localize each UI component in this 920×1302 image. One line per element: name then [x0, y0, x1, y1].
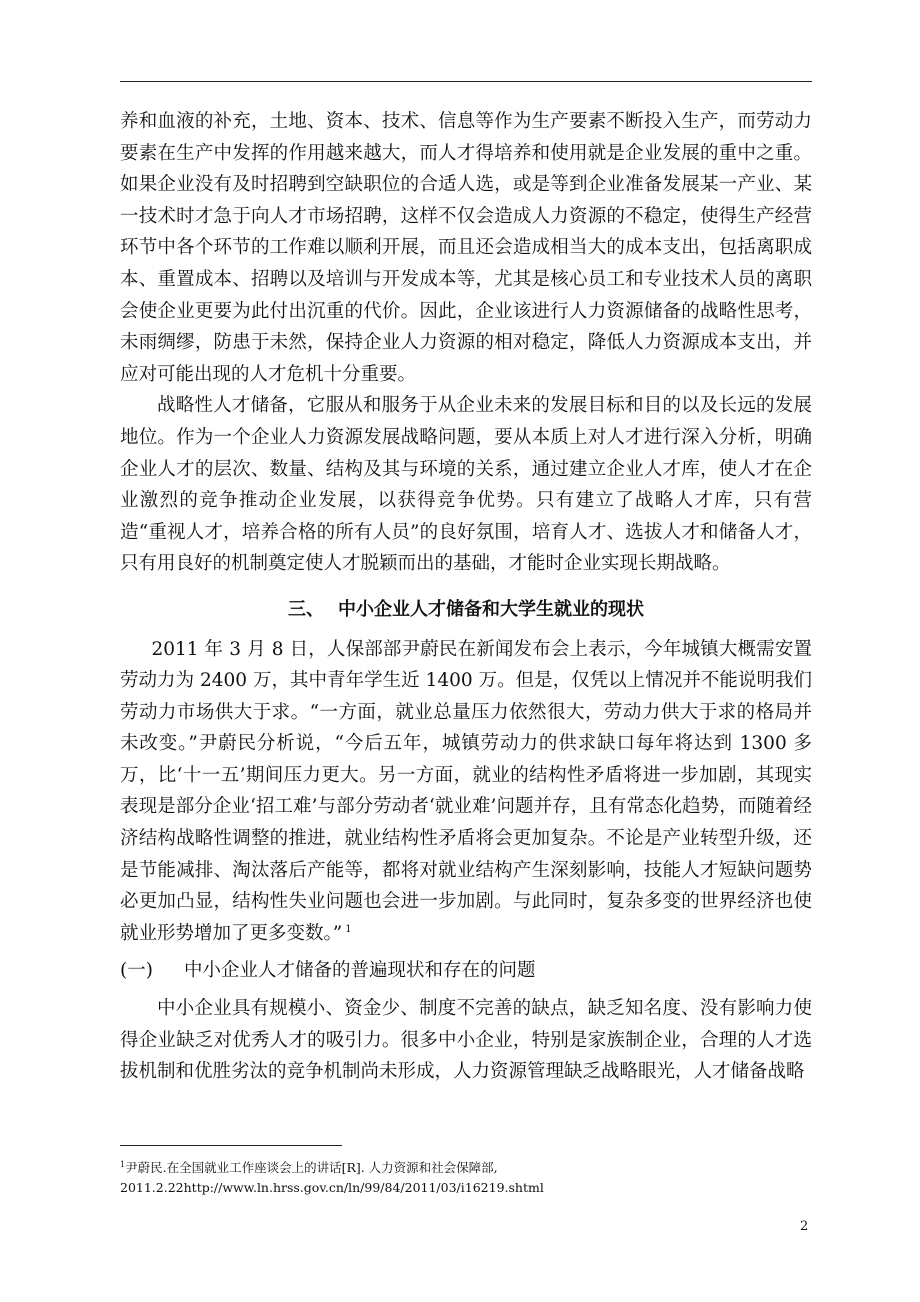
- section-heading: [120, 594, 812, 626]
- footnote-rule: [120, 1145, 342, 1146]
- footnote-mark: 1: [120, 1159, 126, 1169]
- subsection-heading-text: 中小企业人才储备的普遍现状和存在的问题: [184, 960, 536, 982]
- paragraph-1: 养和血液的补充，土地、资本、技术、信息等作为生产要素不断投入生产，而劳动力要素在生产中发挥的作用越来越大，而人才得培养和使用就是企业发展的重中之重。如果企业没有及时招聘到空缺职位的合适人选，或是等到企业准备发展某一产业、某一技术时才急于向人才市场招聘，这样不仅会造成人力资源的不稳定，使得生产经营环节中各个环节的工作难以顺利开展，而且还会造成相当大的成本支出，包括离职成本、重置成本、招聘以及培训与开发成本等，尤其是核心员工和专业技术人员的离职会使企业更要为此付出沉重的代价。因此，企业该进行人力资源储备的战略性思考，未雨绸缪，防患于未然，保持企业人力资源的相对稳定，降低人力资源成本支出，并应对可能出现的人才危机十分重要。: [120, 111, 812, 385]
- footnote-line-2[interactable]: 2011.2.22http://www.ln.hrss.gov.cn/ln/99/84/2011/03/i16219.shtml: [120, 1180, 544, 1195]
- footnote-reference[interactable]: 1: [345, 923, 352, 935]
- footnote-line-1: [120, 1158, 812, 1178]
- paragraph-3: [120, 634, 812, 950]
- footnote: [120, 1158, 812, 1198]
- subsection-heading-number: (一): [120, 960, 153, 982]
- paragraph-3-text: 2011 年 3 月 8 日，人保部部尹蔚民在新闻发布会上表示，今年城镇大概需安置劳动力为 2400 万，其中青年学生近 1400 万。但是，仅凭以上情况并不能说明我们劳动力市场供大于求。“一方面，就业总量压力依然很大，劳动力供大于求的格局并未改变。”尹蔚民分析说，“今后五年，城镇劳动力的供求缺口每年将达到 1300 多万，比‘十一五’期间压力更大。另一方面，就业的结构性矛盾将进一步加剧，其现实表现是部分企业‘招工难’与部分劳动者‘就业难’问题并存，且有常态化趋势，而随着经济结构战略性调整的推进，就业结构性矛盾将会更加复杂。不论是产业转型升级，还是节能减排、淘汰落后产能等，都将对就业结构产生深刻影响，技能人才短缺问题势必更加凸显，结构性失业问题也会进一步加剧。与此同时，复杂多变的世界经济也使就业形势增加了更多变数。”: [120, 638, 812, 944]
- paragraph-2: 战略性人才储备，它服从和服务于从企业未来的发展目标和目的以及长远的发展地位。作为一个企业人力资源发展战略问题，要从本质上对人才进行深入分析，明确企业人才的层次、数量、结构及其与环境的关系，通过建立企业人才库，使人才在企业激烈的竞争推动企业发展，以获得竞争优势。只有建立了战略人才库，只有营造“重视人才，培养合格的所有人员”的良好氛围，培育人才、选拔人才和储备人才，只有用良好的机制奠定使人才脱颖而出的基础，才能时企业实现长期战略。: [120, 395, 812, 575]
- paragraph-4: 中小企业具有规模小、资金少、制度不完善的缺点，缺乏知名度、没有影响力使得企业缺乏对优秀人才的吸引力。很多中小企业，特别是家族制企业，合理的人才选拔机制和优胜劣汰的竞争机制尚未形成，人力资源管理缺乏战略眼光，人才储备战略: [120, 998, 812, 1083]
- subsection-heading: [120, 955, 812, 987]
- header-rule: [120, 81, 812, 82]
- section-heading-text: 中小企业人才储备和大学生就业的现状: [338, 598, 644, 620]
- footnote-citation: 尹蔚民.在全国就业工作座谈会上的讲话[R]. 人力资源和社会保障部,: [125, 1160, 498, 1175]
- body-text: [120, 106, 812, 1088]
- section-heading-number: 三、: [288, 598, 324, 620]
- page-number: 2: [800, 1219, 809, 1234]
